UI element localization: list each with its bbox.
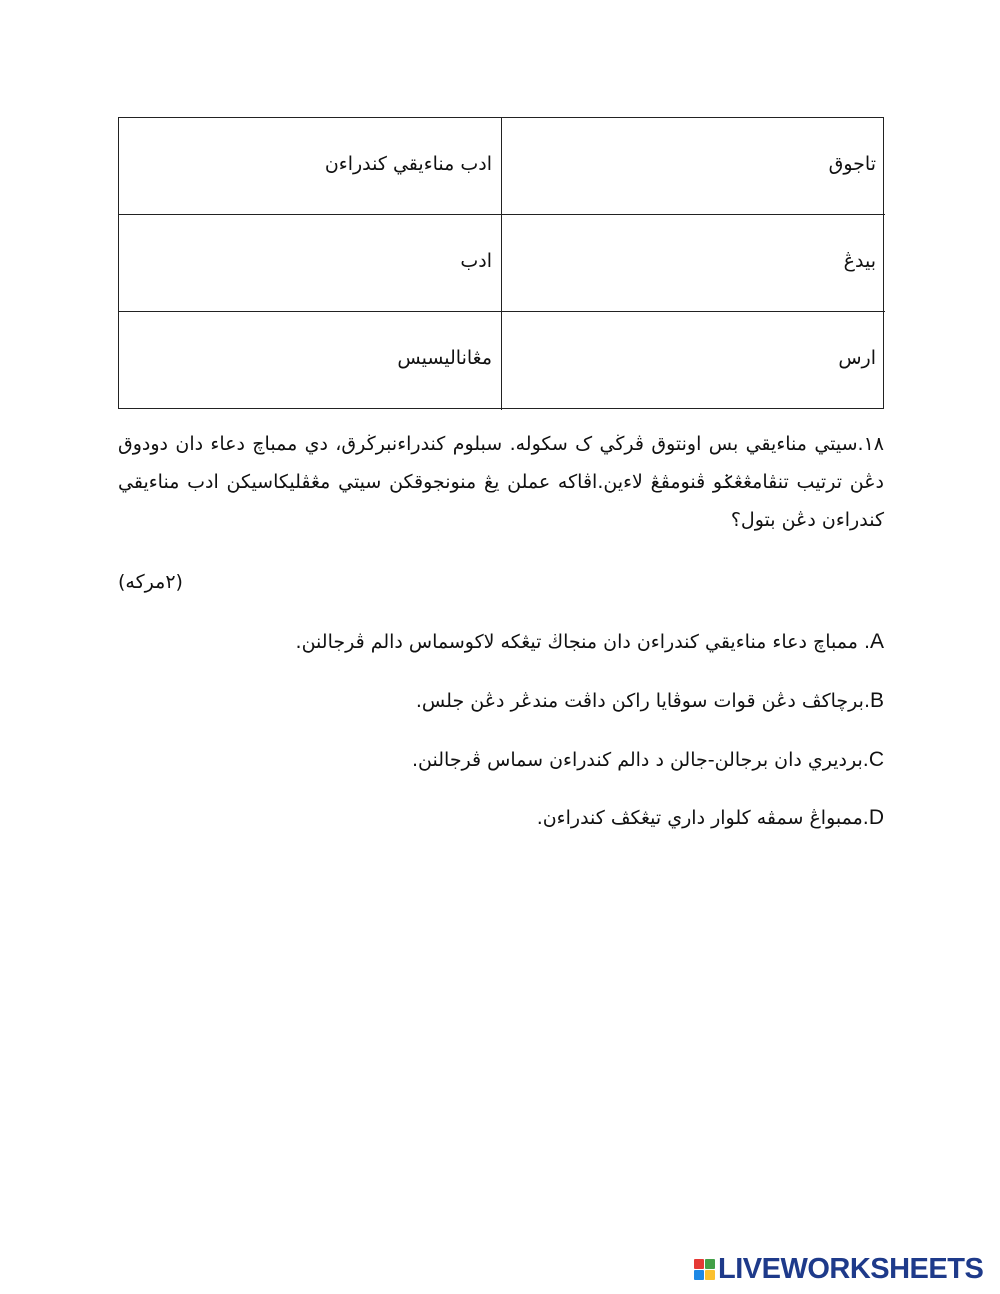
option-letter: C (868, 748, 884, 771)
logo-grid-icon (694, 1259, 715, 1280)
criteria-table (118, 117, 884, 409)
option-text: .ممبواڠ سمڤه كلوار داري تيڠكڤ كندراءن. (536, 807, 869, 829)
table-cell-term: بيدڠ (502, 215, 885, 312)
table-cell-value: ادب مناءيقي كندراءن (119, 118, 502, 215)
logo-text: LIVEWORKSHEETS (718, 1253, 984, 1285)
question-text: ١٨.سيتي مناءيقي بس اونتوق ڤرڬي ک سكوله. سبلوم كندراءنبرڬرق، دي ممباچ دعاء دان دودوق دڠن ترتيب تنڤامڠڠݢو ڤنومڤڠ لاءين.اڤاكه عملن يڠ منونجوقكن سيتي مڠڤليكاسيكن ادب مناءيقي كندراءن دڠن بتول؟ (118, 433, 884, 531)
logo-square (694, 1270, 704, 1280)
question-marks: (٢مركه) (118, 571, 183, 593)
logo-square (694, 1259, 704, 1269)
liveworksheets-logo (694, 1254, 983, 1284)
option-text: . ممباچ دعاء مناءيقي كندراءن دان منجاڬ تيڠكه لاكوسماس دالم ڤرجالنن. (295, 631, 870, 653)
option-a[interactable] (200, 627, 884, 657)
option-d[interactable] (200, 803, 884, 833)
option-letter: A (869, 630, 884, 653)
logo-square (705, 1259, 715, 1269)
table-cell-value: ادب (119, 215, 502, 312)
table-cell-term: ارس (838, 347, 876, 369)
option-letter: D (868, 806, 884, 829)
table-cell-value: مڠاناليسيس (119, 312, 502, 410)
option-c[interactable] (200, 745, 884, 775)
logo-square (705, 1270, 715, 1280)
option-text: .برچاكڤ دڠن قوات سوڤايا راكن داڤت مندڠر دڠن جلس. (415, 690, 870, 712)
option-letter: B (869, 689, 884, 712)
option-text: .برديري دان برجالن-جالن د دالم كندراءن سماس ڤرجالنن. (412, 749, 869, 771)
table-cell-term: تاجوق (502, 118, 885, 215)
option-b[interactable] (200, 686, 884, 716)
